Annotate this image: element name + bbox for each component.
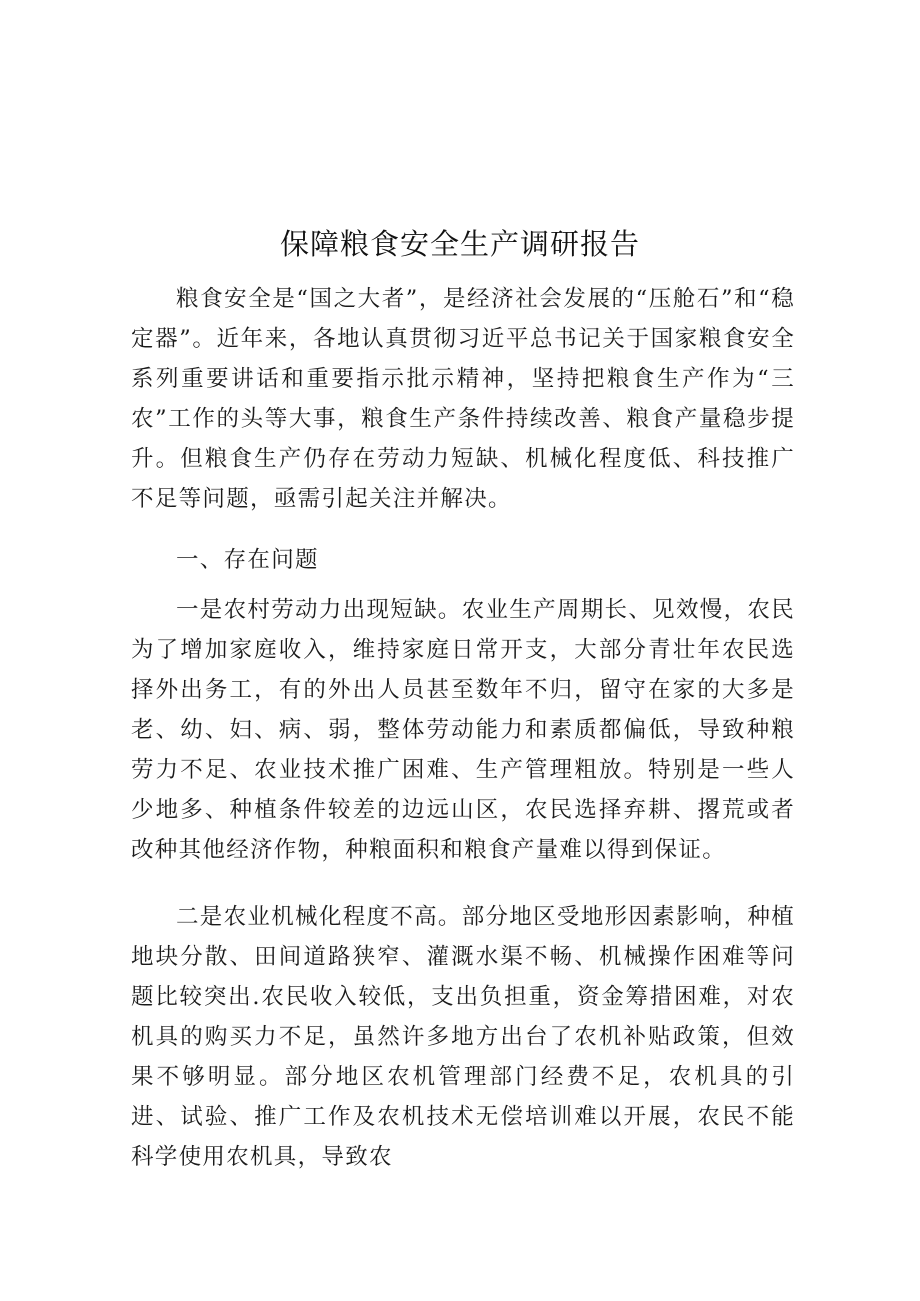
document-title: 保障粮食安全生产调研报告 — [279, 227, 640, 261]
section-heading-block — [131, 540, 795, 580]
problem-1-paragraph: 一是农村劳动力出现短缺。农业生产周期长、见效慢，农民为了增加家庭收入，维持家庭日常开支，大部分青壮年农民选择外出务工，有的外出人员甚至数年不归，留守在家的大多是老、幼、妇、病、弱，整体劳动能力和素质都偏低，导致种粮劳力不足、农业技术推广困难、生产管理粗放。特别是一些人少地多、种植条件较差的边远山区，农民选择弃耕、撂荒或者改种其他经济作物，种粮面积和粮食产量难以得到保证。 — [131, 597, 795, 863]
section-heading: 一、存在问题 — [176, 547, 319, 573]
intro-paragraph: 粮食安全是“国之大者”，是经济社会发展的“压舱石”和“稳定器”。近年来，各地认真贯彻习近平总书记关于国家粮食安全系列重要讲话和重要指示批示精神，坚持把粮食生产作为“三农”工作的头等大事，粮食生产条件持续改善、粮食产量稳步提升。但粮食生产仍存在劳动力短缺、机械化程度低、科技推广不足等问题，亟需引起关注并解决。 — [131, 286, 795, 512]
problem-1-block — [131, 590, 795, 870]
intro-block — [131, 279, 795, 519]
problem-2-block — [131, 897, 795, 1177]
problem-2-paragraph: 二是农业机械化程度不高。部分地区受地形因素影响，种植地块分散、田间道路狭窄、灌溉水渠不畅、机械操作困难等问题比较突出.农民收入较低，支出负担重，资金筹措困难，对农机具的购买力不足，虽然许多地方出台了农机补贴政策，但效果不够明显。部分地区农机管理部门经费不足，农机具的引进、试验、推广工作及农机技术无偿培训难以开展，农民不能科学使用农机具，导致农 — [131, 904, 795, 1170]
